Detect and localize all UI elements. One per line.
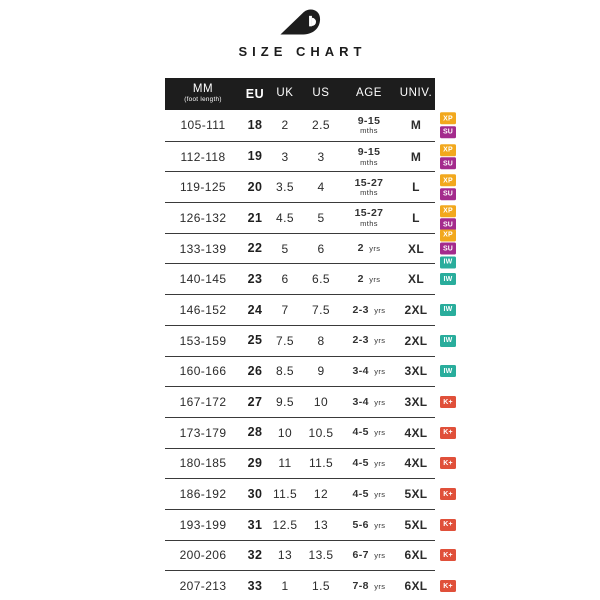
line-badges [440, 365, 456, 377]
mm-value: 133-139 [179, 241, 227, 256]
age-value [341, 274, 397, 285]
header-mm: MM (foot length) [165, 84, 241, 103]
line-badges [440, 113, 456, 139]
age-number: 3-4 [352, 395, 369, 408]
age-unit: yrs [374, 428, 386, 438]
us-value: 7.5 [312, 302, 330, 317]
uk-value: 3 [281, 149, 289, 164]
us-value: 13.5 [308, 548, 334, 563]
univ-value: 4XL [404, 456, 428, 471]
table-row [165, 448, 453, 479]
table-row [165, 141, 454, 172]
header-age: AGE [355, 87, 383, 100]
age-value [341, 458, 397, 469]
table-row [165, 509, 453, 540]
age-value [341, 116, 397, 135]
line-badges [440, 519, 456, 531]
age-unit: yrs [374, 305, 386, 315]
us-value: 6 [317, 241, 325, 256]
mm-value: 186-192 [179, 487, 227, 502]
header-mm-subtitle: (foot length) [184, 96, 222, 104]
age-number: 2 [357, 242, 364, 255]
age-value [341, 489, 397, 500]
age-unit: yrs [374, 551, 386, 561]
age-value [341, 427, 397, 438]
mm-value: 140-145 [179, 272, 227, 287]
univ-value: 2XL [404, 333, 428, 348]
line-badge-kplus: K+ [440, 427, 456, 439]
line-badge-xp: XP [440, 113, 456, 125]
line-badges [440, 580, 456, 592]
eu-value: 33 [247, 578, 263, 593]
line-badge-xp: XP [440, 205, 456, 217]
age-number: 5-6 [352, 518, 369, 531]
age-value [341, 366, 397, 377]
univ-value: 6XL [404, 548, 428, 563]
line-badges [440, 273, 456, 285]
eu-value: 25 [247, 333, 263, 348]
mm-value: 207-213 [179, 579, 227, 594]
mm-value: 160-166 [179, 364, 227, 379]
us-value: 10 [313, 395, 329, 410]
age-value [341, 178, 397, 197]
mm-value: 180-185 [179, 456, 227, 471]
age-unit: mths [360, 218, 378, 228]
table-header-row [165, 78, 435, 110]
us-value: 5 [317, 210, 325, 225]
age-value [341, 520, 397, 531]
age-number: 6-7 [352, 549, 369, 562]
table-row [165, 478, 453, 509]
mm-value: 126-132 [179, 210, 227, 225]
line-badges [440, 174, 456, 200]
univ-value: 5XL [404, 487, 428, 502]
eu-value: 22 [247, 241, 263, 256]
line-badge-kplus: K+ [440, 396, 456, 408]
age-number: 15-27 [354, 176, 384, 189]
mm-value: 167-172 [179, 395, 227, 410]
age-unit: yrs [369, 275, 381, 285]
us-value: 11.5 [308, 456, 334, 471]
line-badges [440, 549, 456, 561]
age-unit: mths [360, 157, 378, 167]
age-unit: yrs [374, 336, 386, 346]
age-number: 2-3 [352, 303, 369, 316]
us-value: 6.5 [312, 272, 330, 287]
us-value: 13 [313, 517, 329, 532]
uk-value: 7 [281, 302, 289, 317]
eu-value: 24 [247, 302, 263, 317]
age-unit: mths [360, 188, 378, 198]
age-unit: yrs [374, 581, 386, 591]
eu-value: 21 [247, 210, 263, 225]
age-value [341, 305, 397, 316]
eu-value: 32 [247, 548, 263, 563]
uk-value: 3.5 [276, 180, 294, 195]
uk-value: 11.5 [272, 487, 298, 502]
table-row [165, 325, 453, 356]
eu-value: 29 [247, 456, 263, 471]
univ-value: 4XL [404, 425, 428, 440]
table-row [165, 294, 453, 325]
eu-value: 19 [247, 149, 263, 164]
table-row [165, 540, 453, 571]
univ-value: 6XL [404, 579, 428, 594]
us-value: 10.5 [308, 425, 334, 440]
eu-value: 27 [247, 394, 263, 409]
table-row [165, 171, 454, 202]
age-unit: mths [360, 126, 378, 136]
line-badge-su: SU [440, 243, 456, 255]
age-unit: yrs [374, 489, 386, 499]
line-badge-xp: XP [440, 144, 456, 156]
age-number: 9-15 [357, 114, 381, 127]
age-unit: yrs [374, 397, 386, 407]
uk-value: 9.5 [276, 395, 294, 410]
line-badge-su: SU [440, 126, 456, 138]
mm-value: 173-179 [179, 425, 227, 440]
age-number: 4-5 [352, 426, 369, 439]
age-value [341, 335, 397, 346]
line-badges [440, 304, 456, 316]
line-badges [440, 229, 456, 268]
line-badges [440, 427, 456, 439]
table-row [165, 263, 453, 294]
line-badge-iw: IW [440, 273, 456, 285]
eu-value: 26 [247, 364, 263, 379]
eu-value: 31 [247, 517, 263, 532]
header-us: US [312, 87, 330, 100]
line-badge-xp: XP [440, 174, 456, 186]
univ-value: 3XL [404, 395, 428, 410]
univ-value: XL [408, 241, 424, 256]
age-number: 4-5 [352, 457, 369, 470]
uk-value: 2 [281, 118, 289, 133]
univ-value: 2XL [404, 302, 428, 317]
us-value: 4 [317, 180, 325, 195]
mm-value: 153-159 [179, 333, 227, 348]
age-number: 2-3 [352, 334, 369, 347]
univ-value: L [412, 180, 420, 195]
line-badge-su: SU [440, 157, 456, 169]
mm-value: 119-125 [180, 180, 226, 195]
age-number: 3-4 [352, 365, 369, 378]
us-value: 8 [317, 333, 325, 348]
eu-value: 28 [247, 425, 263, 440]
line-badge-xp: XP [440, 229, 456, 241]
uk-value: 13 [277, 548, 293, 563]
univ-value: M [410, 118, 422, 133]
univ-value: M [410, 149, 422, 164]
line-badge-iw: IW [440, 256, 456, 268]
age-value [341, 147, 397, 166]
line-badge-kplus: K+ [440, 488, 456, 500]
mm-value: 105-111 [180, 118, 226, 133]
header-eu: EU [245, 86, 265, 101]
age-value [341, 243, 397, 254]
mm-value: 193-199 [179, 517, 227, 532]
table-row [165, 110, 454, 141]
table-row [165, 570, 453, 600]
univ-value: XL [408, 272, 424, 287]
line-badges [440, 396, 456, 408]
line-badge-kplus: K+ [440, 580, 456, 592]
age-unit: yrs [369, 244, 381, 254]
brand-logo-icon [279, 8, 321, 38]
line-badge-iw: IW [440, 365, 456, 377]
uk-value: 4.5 [276, 210, 294, 225]
us-value: 9 [317, 364, 325, 379]
uk-value: 1 [281, 579, 289, 594]
us-value: 2.5 [312, 118, 330, 133]
table-row [165, 417, 453, 448]
header-univ: UNIV. [399, 87, 433, 100]
age-number: 4-5 [352, 487, 369, 500]
page-title: SIZE CHART [238, 44, 367, 59]
line-badge-iw: IW [440, 335, 456, 347]
uk-value: 11 [278, 456, 292, 471]
line-badge-su: SU [440, 188, 456, 200]
univ-value: 3XL [404, 364, 428, 379]
uk-value: 5 [281, 241, 289, 256]
table-row [165, 356, 453, 387]
eu-value: 23 [247, 272, 263, 287]
mm-value: 146-152 [179, 302, 227, 317]
line-badge-kplus: K+ [440, 519, 456, 531]
line-badges [440, 205, 456, 231]
line-badge-kplus: K+ [440, 549, 456, 561]
age-number: 7-8 [352, 579, 369, 592]
eu-value: 20 [247, 179, 263, 194]
uk-value: 8.5 [276, 364, 294, 379]
age-unit: yrs [374, 459, 386, 469]
size-chart-table [165, 78, 454, 600]
age-number: 15-27 [354, 207, 384, 220]
age-value [341, 550, 397, 561]
age-unit: yrs [374, 520, 386, 530]
us-value: 1.5 [312, 579, 330, 594]
eu-value: 18 [247, 118, 263, 133]
uk-value: 10 [277, 425, 293, 440]
table-row [165, 386, 453, 417]
table-row [165, 231, 454, 266]
uk-value: 7.5 [276, 333, 294, 348]
line-badges [440, 457, 456, 469]
eu-value: 30 [247, 486, 263, 501]
us-value: 3 [317, 149, 325, 164]
line-badges [440, 488, 456, 500]
table-body [165, 110, 454, 600]
mm-value: 200-206 [179, 548, 227, 563]
line-badge-su: SU [440, 219, 456, 231]
univ-value: L [412, 210, 420, 225]
age-unit: yrs [374, 367, 386, 377]
table-row [165, 202, 454, 233]
line-badge-iw: IW [440, 304, 456, 316]
line-badges [440, 144, 456, 170]
uk-value: 12.5 [272, 517, 298, 532]
age-number: 2 [357, 273, 364, 286]
univ-value: 5XL [404, 517, 428, 532]
age-number: 9-15 [357, 146, 381, 159]
header-uk: UK [276, 87, 294, 100]
age-value [341, 581, 397, 592]
us-value: 12 [313, 487, 329, 502]
uk-value: 6 [281, 272, 289, 287]
mm-value: 112-118 [180, 149, 226, 164]
line-badge-kplus: K+ [440, 457, 456, 469]
age-value [341, 208, 397, 227]
brand-logo [0, 8, 600, 38]
age-value [341, 397, 397, 408]
line-badges [440, 335, 456, 347]
